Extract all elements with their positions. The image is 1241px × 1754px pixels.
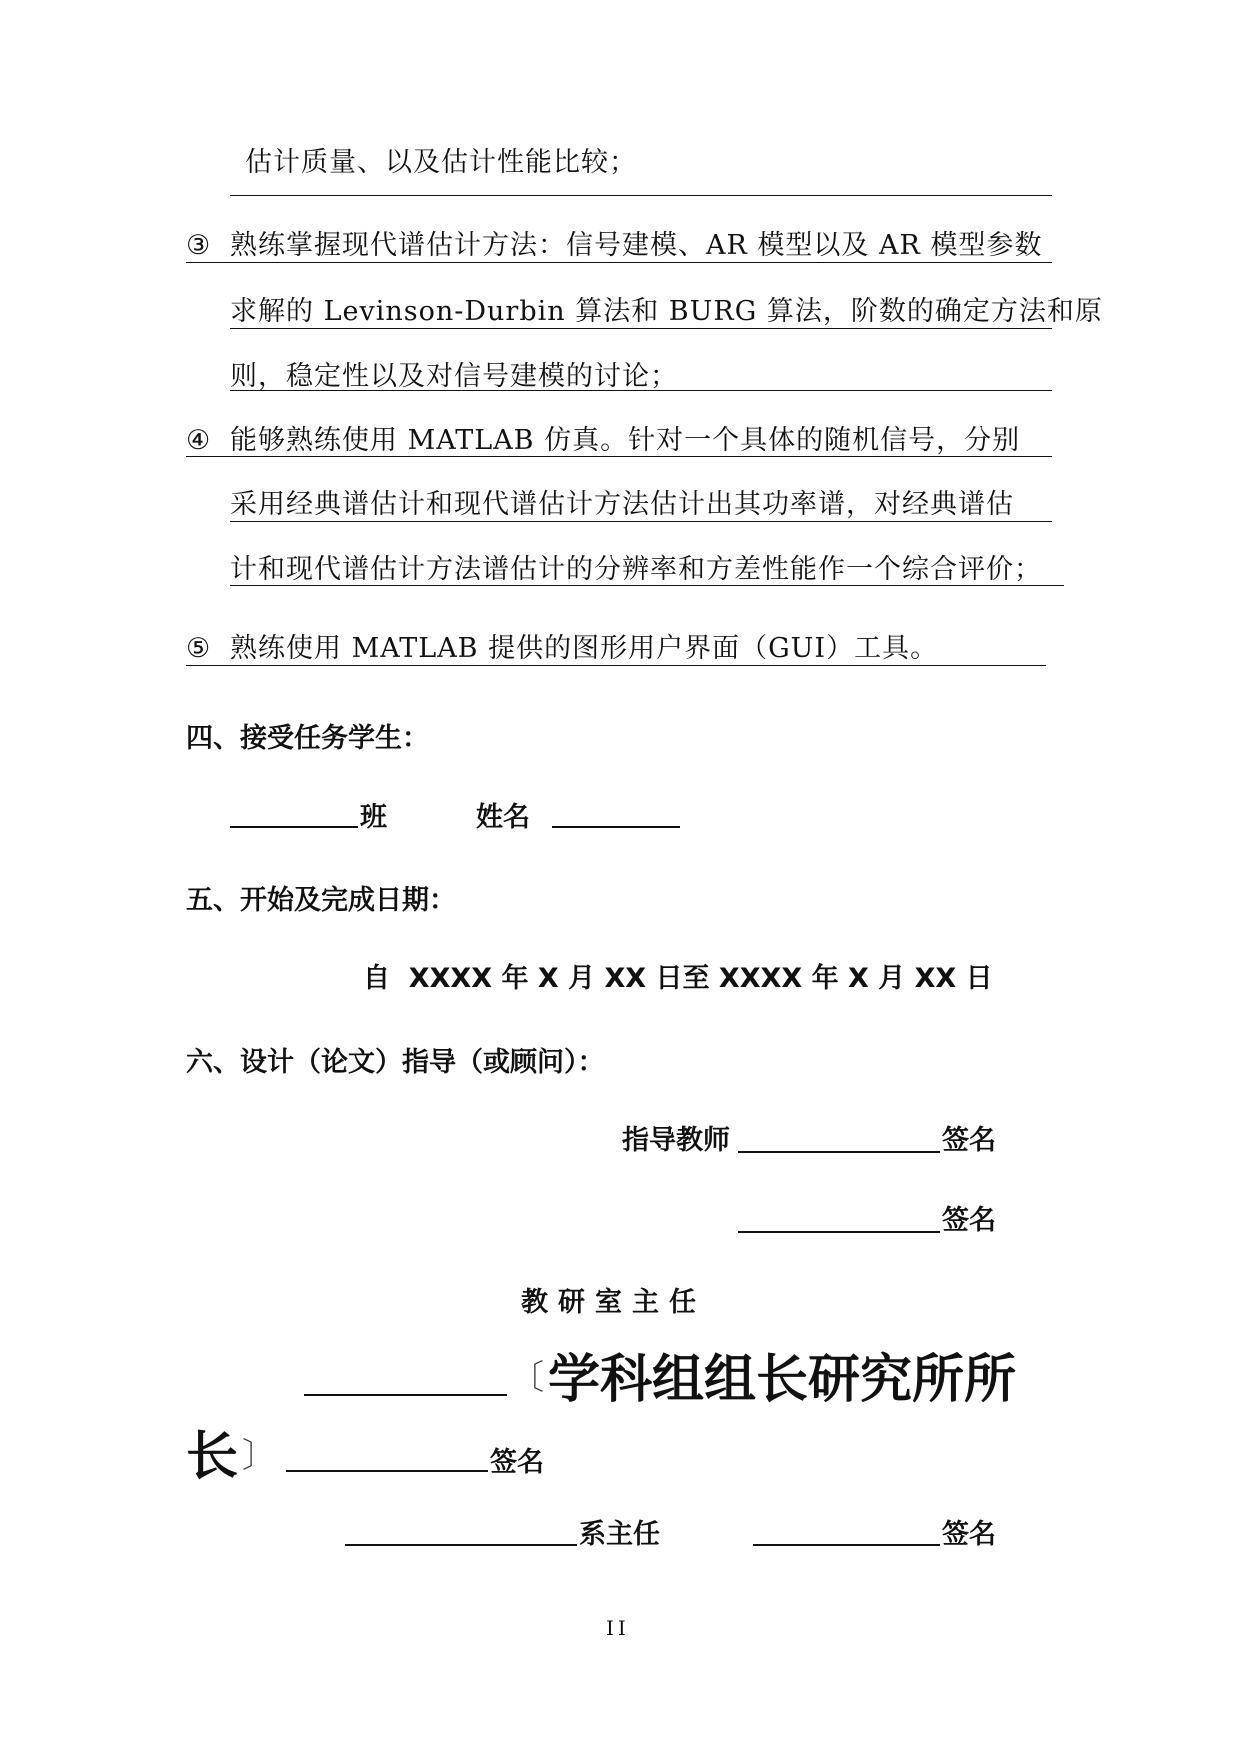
underline: [230, 390, 1052, 391]
class-field[interactable]: [230, 826, 358, 828]
item4-line3: 计和现代谱估计方法谱估计的分辨率和方差性能作一个综合评价；: [230, 554, 1042, 585]
class-label: 班: [360, 802, 387, 833]
sign-label-4: 签名: [942, 1519, 996, 1550]
subject-group-title: 学科组组长研究所所: [548, 1350, 1017, 1410]
item3-line3: 则，稳定性以及对信号建模的讨论；: [230, 361, 678, 392]
underline: [186, 262, 1052, 263]
subject-group-title-end: 长: [186, 1427, 239, 1487]
underline: [230, 585, 1064, 586]
name-label: 姓名: [476, 802, 530, 833]
item3-line2: 求解的 Levinson-Durbin 算法和 BURG 算法，阶数的确定方法和原: [230, 296, 1103, 327]
page-number: II: [606, 1616, 630, 1640]
open-bracket: 〔: [510, 1358, 544, 1398]
underline: [186, 665, 1046, 666]
office-head-label: 教研室主任: [521, 1287, 706, 1318]
advisor-field[interactable]: [738, 1151, 940, 1153]
underline: [230, 521, 1052, 522]
objective-continuation-line: 估计质量、以及估计性能比较；: [245, 147, 637, 178]
date-range: 自 XXXX 年 X 月 XX 日至 XXXX 年 X 月 XX 日: [363, 963, 993, 994]
office-head-field[interactable]: [304, 1394, 507, 1396]
section6-heading: 六、设计（论文）指导（或顾问）：: [186, 1047, 605, 1078]
underline: [186, 456, 1052, 457]
item3-marker: ③: [186, 230, 212, 261]
sign-label-3: 签名: [490, 1447, 544, 1478]
item4-marker: ④: [186, 425, 212, 456]
dept-head-field[interactable]: [345, 1544, 577, 1546]
group-head-field[interactable]: [286, 1470, 488, 1472]
item5-marker: ⑤: [186, 633, 212, 664]
item4-line2: 采用经典谱估计和现代谱估计方法估计出其功率谱，对经典谱估: [230, 489, 1014, 520]
sign-label-1: 签名: [942, 1125, 996, 1156]
name-field[interactable]: [552, 826, 680, 828]
item3-line1: 熟练掌握现代谱估计方法：信号建模、AR 模型以及 AR 模型参数: [230, 230, 1043, 261]
section4-heading: 四、接受任务学生：: [186, 723, 429, 754]
dept-head-label: 系主任: [579, 1519, 660, 1550]
advisor-field-2[interactable]: [738, 1231, 940, 1233]
underline: [230, 195, 1052, 196]
section5-heading: 五、开始及完成日期：: [186, 885, 456, 916]
underline: [230, 328, 1052, 329]
item5-line1: 熟练使用 MATLAB 提供的图形用户界面（GUI）工具。: [230, 633, 939, 664]
advisor-label: 指导教师: [622, 1125, 730, 1156]
close-bracket: 〕: [242, 1436, 276, 1476]
sign-label-2: 签名: [942, 1205, 996, 1236]
item4-line1: 能够熟练使用 MATLAB 仿真。针对一个具体的随机信号，分别: [230, 425, 1021, 456]
dept-head-sign-field[interactable]: [753, 1544, 940, 1546]
